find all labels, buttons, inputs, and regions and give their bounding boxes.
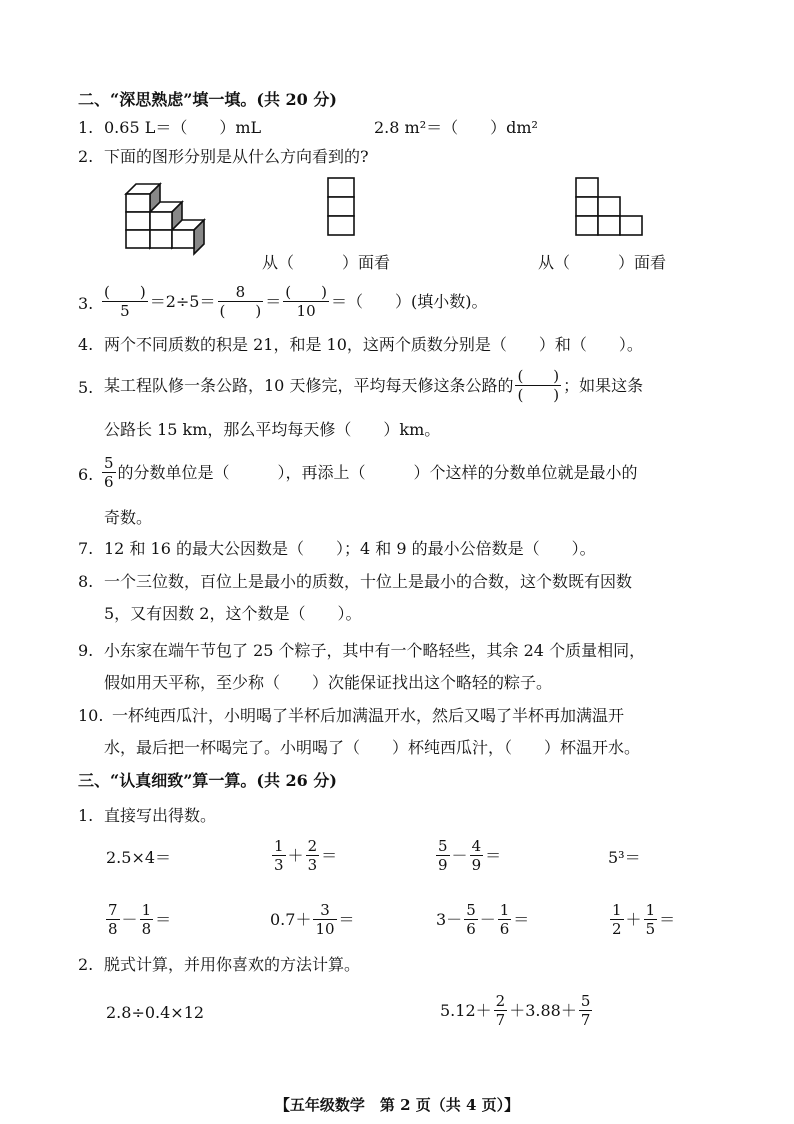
q8-number: 8.: [78, 572, 94, 591]
q6-line-1: $\frac{5}{6}$ 的分数单位是（ ），再添上（ ）个这样的分数单位就是最小的: [104, 454, 638, 491]
calc-expr-2: $\frac{1}{3}$ ＋ $\frac{2}{3}$ ＝: [274, 837, 338, 874]
q7-number: 7.: [78, 539, 94, 558]
q3-equation: $\frac{( )}{5}$ ＝2÷5＝ $\frac{8}{( )}$ ＝ $\frac{( )}{10}$ ＝（ ）(填小数)。: [104, 283, 488, 320]
q2-view-answer-1: 从（ ）面看: [262, 253, 391, 272]
calc-expr-8: $\frac{1}{2}$ ＋ $\frac{1}{5}$ ＝: [612, 901, 676, 938]
q4-number: 4.: [78, 335, 94, 354]
calc-expr-7: 3－ $\frac{5}{6}$ － $\frac{1}{6}$ ＝: [436, 901, 530, 938]
p1-text: 直接写出得数。: [104, 806, 217, 825]
cube-stack-3d-figure: [118, 180, 210, 258]
q8-line-2: 5，又有因数 2，这个数是（ ）。: [104, 604, 362, 623]
q5-blank-fraction: $\frac{( )}{( )}$: [517, 367, 560, 404]
q3-number: 3.: [78, 294, 94, 313]
p1-number: 1.: [78, 806, 94, 825]
page-footer: 【五年级数学 第 2 页（共 4 页）】: [274, 1096, 520, 1114]
p2-number: 2.: [78, 955, 94, 974]
q9-line-2: 假如用天平称，至少称（ ）次能保证找出这个略轻的粽子。: [104, 673, 553, 692]
q9-number: 9.: [78, 641, 94, 660]
view-column-figure: [326, 176, 358, 240]
q5-line-2: 公路长 15 km，那么平均每天修（ ）km。: [104, 420, 441, 439]
q7-text: 12 和 16 的最大公因数是（ ）；4 和 9 的最小公倍数是（ ）。: [104, 539, 596, 558]
view-stair-figure: [574, 176, 650, 240]
q2-view-answer-2: 从（ ）面看: [538, 253, 667, 272]
q3-fraction-2: $\frac{8}{( )}$: [219, 283, 262, 320]
q10-line-2: 水，最后把一杯喝完了。小明喝了（ ）杯纯西瓜汁，（ ）杯温开水。: [104, 738, 641, 757]
q6-fraction: $\frac{5}{6}$: [104, 454, 114, 491]
q1-number: 1.: [78, 118, 94, 137]
calc-expr-5: $\frac{7}{8}$ － $\frac{1}{8}$ ＝: [108, 901, 172, 938]
q10-line-1: 一杯纯西瓜汁，小明喝了半杯后加满温开水，然后又喝了半杯再加满温开: [112, 706, 625, 725]
q1-part-b: 2.8 m²＝（ ）dm²: [374, 118, 538, 137]
section2-title: 二、“深思熟虑”填一填。(共 20 分): [78, 90, 337, 109]
section3-title: 三、“认真细致”算一算。(共 26 分): [78, 771, 337, 790]
q9-line-1: 小东家在端午节包了 25 个粽子，其中有一个略轻些，其余 24 个质量相同，: [104, 641, 646, 660]
p2-text: 脱式计算，并用你喜欢的方法计算。: [104, 955, 361, 974]
calc-expr-6: 0.7＋ $\frac{3}{10}$ ＝: [270, 901, 355, 938]
q5-number: 5.: [78, 378, 94, 397]
q2-text: 下面的图形分别是从什么方向看到的?: [104, 147, 369, 166]
calc-expr-1: 2.5×4＝: [106, 848, 172, 867]
q3-fraction-3: $\frac{( )}{10}$: [285, 283, 327, 320]
q2-number: 2.: [78, 147, 94, 166]
q4-text: 两个不同质数的积是 21，和是 10，这两个质数分别是（ ）和（ ）。: [104, 335, 643, 354]
q5-line-1: 某工程队修一条公路，10 天修完，平均每天修这条公路的 $\frac{( )}{( )}$ ；如果这条: [104, 367, 644, 404]
q6-number: 6.: [78, 465, 94, 484]
calc-expr-4: 5³＝: [608, 848, 641, 867]
q10-number: 10.: [78, 706, 104, 725]
q3-fraction-1: $\frac{( )}{5}$: [104, 283, 146, 320]
q6-line-2: 奇数。: [104, 508, 153, 527]
q1-part-a: 0.65 L＝（ ）mL: [104, 118, 262, 137]
calc-step-expr-1: 2.8÷0.4×12: [106, 1003, 205, 1022]
calc-step-expr-2: 5.12＋ $\frac{2}{7}$ ＋3.88＋ $\frac{5}{7}$: [440, 992, 591, 1029]
calc-expr-3: $\frac{5}{9}$ － $\frac{4}{9}$ ＝: [438, 837, 502, 874]
q8-line-1: 一个三位数，百位上是最小的质数，十位上是最小的合数，这个数既有因数: [104, 572, 633, 591]
